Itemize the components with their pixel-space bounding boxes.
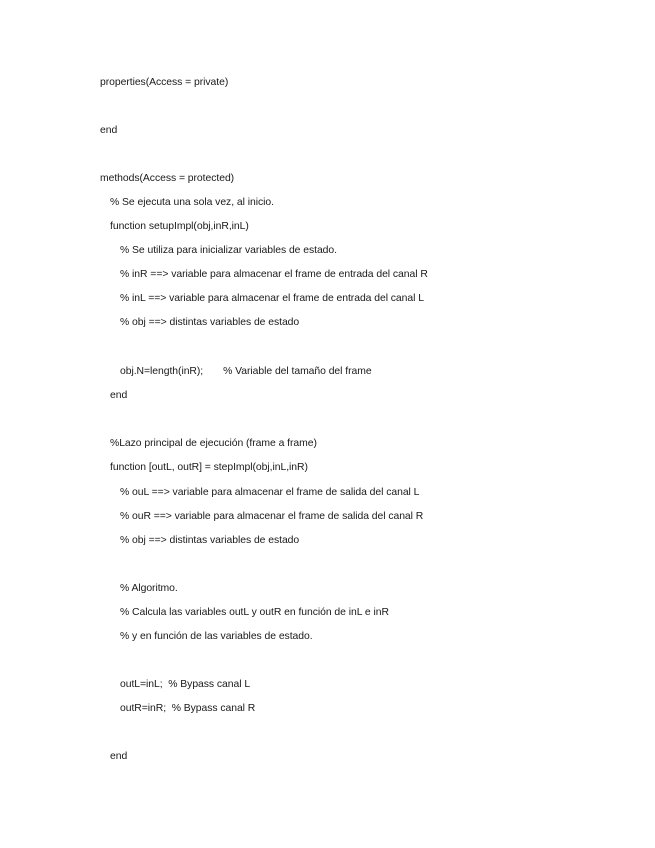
step-comment-line: % obj ==> distintas variables de estado (120, 535, 300, 546)
setup-statement-comment: % Variable del tamaño del frame (223, 366, 372, 377)
properties-end: end (100, 125, 118, 136)
setup-comment: % Se ejecuta una sola vez, al inicio. (110, 197, 274, 208)
step-comment-line: % y en función de las variables de estado. (120, 631, 313, 642)
step-comment-line: % ouL ==> variable para almacenar el frame de salida del canal L (120, 487, 420, 498)
setup-comment-line: % Se utiliza para inicializar variables de estado. (120, 245, 337, 256)
step-end: end (110, 751, 128, 762)
step-comment: %Lazo principal de ejecución (frame a frame) (110, 438, 317, 449)
setup-statement-row (120, 365, 372, 379)
setup-comment-line: % inR ==> variable para almacenar el frame de entrada del canal R (120, 269, 428, 280)
step-function-signature: function [outL, outR] = stepImpl(obj,inL,inR) (110, 462, 308, 473)
properties-declaration: properties(Access = private) (100, 77, 229, 88)
methods-declaration: methods(Access = protected) (100, 173, 235, 184)
step-comment-line: % ouR ==> variable para almacenar el frame de salida del canal R (120, 511, 424, 522)
step-comment-line: % Algoritmo. (120, 583, 178, 594)
setup-end: end (110, 390, 128, 401)
step-statement: outL=inL; % Bypass canal L (120, 679, 251, 690)
step-comment-line: % Calcula las variables outL y outR en función de inL e inR (120, 607, 389, 618)
step-statement: outR=inR; % Bypass canal R (120, 703, 256, 714)
setup-function-signature: function setupImpl(obj,inR,inL) (110, 221, 249, 232)
setup-statement: obj.N=length(inR); (120, 366, 204, 377)
setup-comment-line: % inL ==> variable para almacenar el frame de entrada del canal L (120, 293, 424, 304)
setup-comment-line: % obj ==> distintas variables de estado (120, 317, 300, 328)
